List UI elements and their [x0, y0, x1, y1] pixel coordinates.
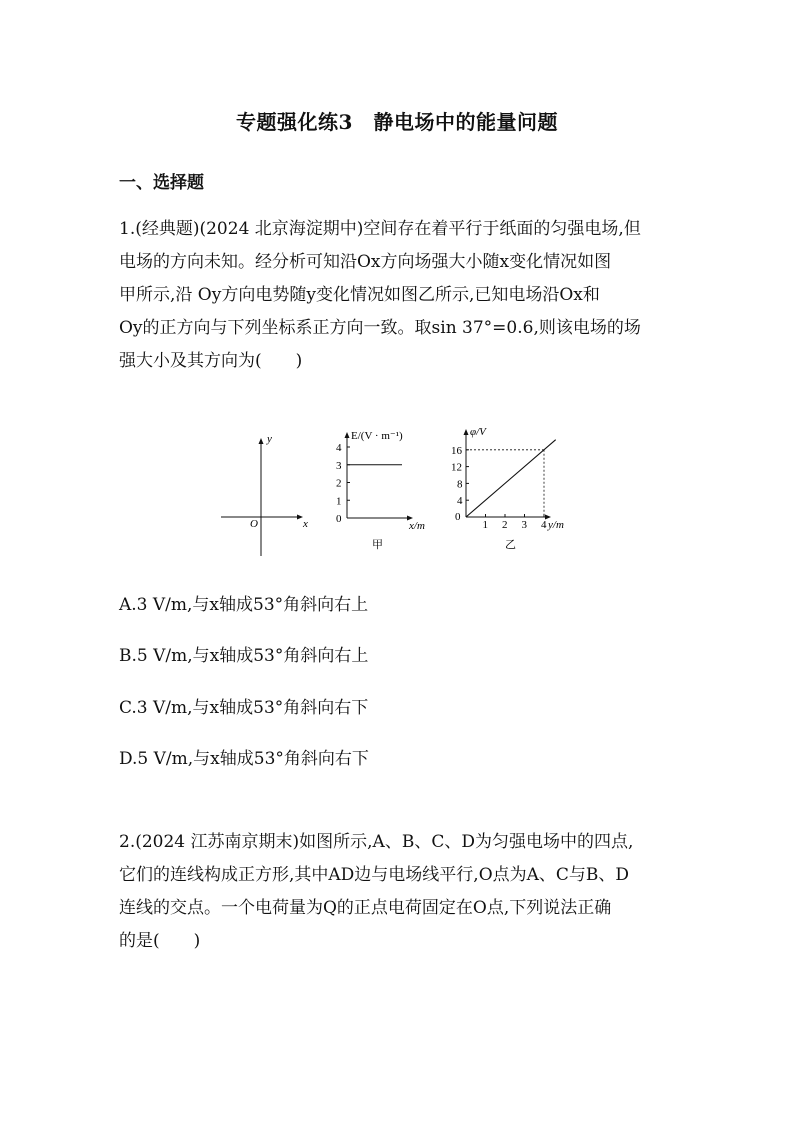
chart-jia-xlabel: x/m — [409, 520, 425, 532]
chart-yi-y-tick-label: 12 — [451, 461, 462, 474]
chart-jia-ylabel: E/(V · m⁻¹) — [351, 430, 403, 442]
chart-jia-caption: 甲 — [372, 539, 383, 551]
section-heading: 一、选择题 — [119, 173, 204, 193]
chart-jia-y-tick-label: 4 — [336, 442, 342, 454]
chart-yi-y-tick-label: 8 — [457, 478, 463, 491]
page-title: 专题强化练3 静电场中的能量问题 — [236, 110, 558, 134]
question-1-option-d: D.5 V/m,与x轴成53°角斜向右下 — [119, 749, 369, 769]
chart-jia — [336, 430, 425, 551]
question-2-line: 它们的连线构成正方形,其中AD边与电场线平行,O点为A、C与B、D — [119, 865, 630, 885]
question-1-option-a: A.3 V/m,与x轴成53°角斜向右上 — [119, 595, 369, 615]
chart-yi-ylabel: φ/V — [470, 426, 486, 438]
chart-jia-y-tick-label: 1 — [336, 495, 342, 508]
question-2-line: 连线的交点。一个电荷量为Q的正点电荷固定在O点,下列说法正确 — [119, 898, 612, 918]
question-1-line: 电场的方向未知。经分析可知沿Ox方向场强大小随x变化情况如图 — [119, 252, 612, 272]
chart-jia-y-tick-label: 3 — [336, 459, 342, 472]
chart-yi-x-tick-label: 2 — [502, 519, 508, 531]
question-1-line: 甲所示,沿 Oy方向电势随y变化情况如图乙所示,已知电场沿Ox和 — [119, 285, 600, 305]
chart-yi-y-arrow — [464, 429, 469, 435]
chart-yi — [451, 426, 564, 551]
chart-yi-origin-label: 0 — [455, 511, 461, 523]
question-1-line: Oy的正方向与下列坐标系正方向一致。取sin 37°=0.6,则该电场的场 — [119, 318, 641, 338]
question-1-line: 强大小及其方向为( ) — [119, 351, 303, 371]
chart-yi-caption: 乙 — [505, 539, 516, 551]
chart-yi-y-tick-label: 16 — [451, 444, 462, 457]
coord-y-label: y — [267, 433, 272, 445]
coordinate-system — [221, 433, 308, 556]
question-2-line: 的是( ) — [119, 931, 201, 951]
chart-jia-y-tick-label: 0 — [336, 513, 342, 525]
chart-yi-y-tick-label: 4 — [457, 495, 463, 508]
chart-yi-x-tick-label: 1 — [482, 519, 488, 531]
chart-yi-xlabel: y/m — [548, 519, 564, 531]
question-1-option-b: B.5 V/m,与x轴成53°角斜向右上 — [119, 646, 369, 666]
chart-jia-y-tick-label: 2 — [336, 477, 342, 490]
coord-x-label: x — [303, 518, 308, 530]
chart-yi-x-tick-label: 4 — [541, 519, 547, 531]
chart-yi-series-line — [466, 440, 556, 517]
coord-origin-label: O — [250, 518, 258, 530]
chart-jia-y-arrow — [345, 432, 350, 438]
question-1-line: 1.(经典题)(2024 北京海淀期中)空间存在着平行于纸面的匀强电场,但 — [119, 219, 641, 239]
question-2-line: 2.(2024 江苏南京期末)如图所示,A、B、C、D为匀强电场中的四点, — [119, 832, 634, 852]
question-1-option-c: C.3 V/m,与x轴成53°角斜向右下 — [119, 698, 369, 718]
question-2-stem — [119, 826, 704, 958]
question-1-stem — [119, 213, 704, 378]
chart-yi-x-tick-label: 3 — [521, 519, 527, 531]
